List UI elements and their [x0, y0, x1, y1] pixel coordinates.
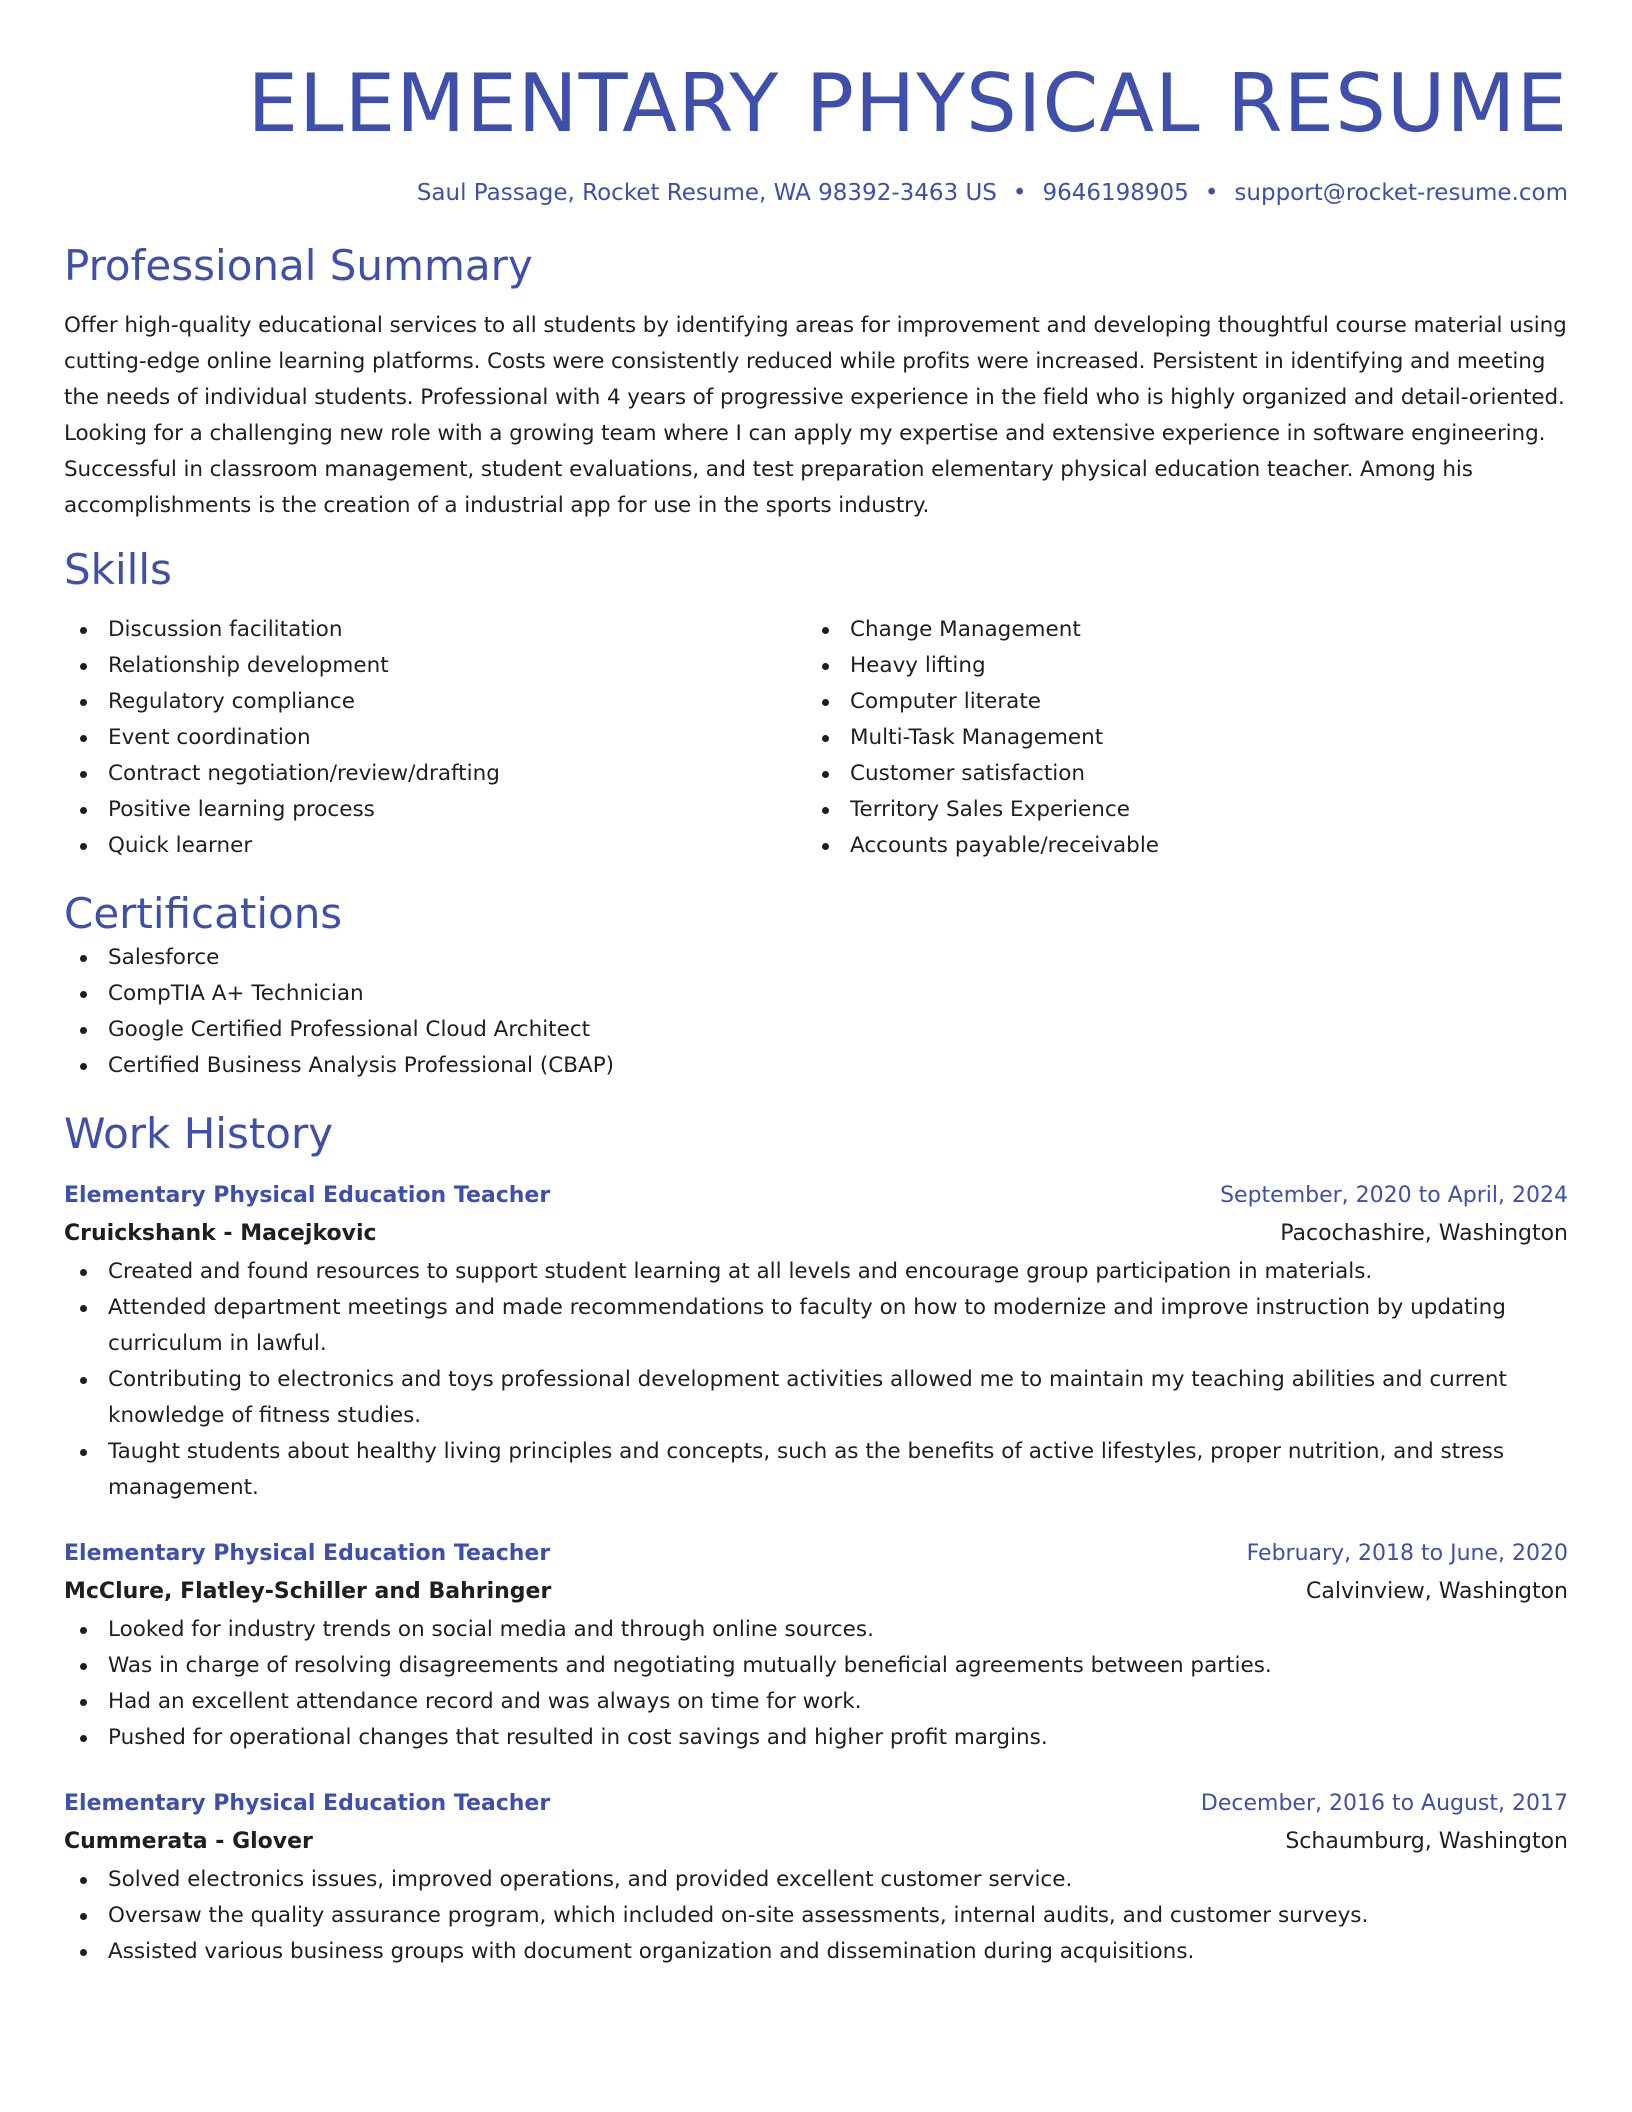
job-company-row: [64, 1572, 1568, 1612]
job-bullets: [64, 1612, 1568, 1756]
skill-item: Multi-Task Management: [806, 720, 1548, 756]
skills-column-left: [64, 612, 806, 864]
certifications-heading: Certifications: [64, 889, 343, 938]
skills-grid: [64, 612, 1568, 864]
job-entry: [64, 1786, 1568, 1970]
job-title: Elementary Physical Education Teacher: [64, 1541, 551, 1566]
job-title: Elementary Physical Education Teacher: [64, 1791, 551, 1816]
job-bullet: Oversaw the quality assurance program, which included on-site assessments, internal audits, and customer surveys.: [64, 1898, 1568, 1934]
skill-item: Computer literate: [806, 684, 1548, 720]
summary-text: Offer high-quality educational services to all students by identifying areas for improvement and developing thoughtful course material using cutting-edge online learning platforms. Costs were consistently reduced while profits were increased. Persistent in identifying and meeting the needs of individual students. Professional with 4 years of progressive experience in the field who is highly organized and detail-oriented. Looking for a challenging new role with a growing team where I can apply my expertise and extensive experience in software engineering. Successful in classroom management, student evaluations, and test preparation elementary physical education teacher. Among his accomplishments is the creation of a industrial app for use in the sports industry.: [64, 313, 1567, 518]
skills-list-right: [806, 612, 1548, 864]
job-bullet: Taught students about healthy living principles and concepts, such as the benefits of active lifestyles, proper nutrition, and stress management.: [64, 1434, 1568, 1506]
skill-item: Territory Sales Experience: [806, 792, 1548, 828]
job-bullet: Looked for industry trends on social media and through online sources.: [64, 1612, 1568, 1648]
contact-separator: •: [1204, 180, 1219, 206]
job-entry: [64, 1178, 1568, 1506]
certification-item: Google Certified Professional Cloud Architect: [64, 1012, 1568, 1048]
job-bullet: Contributing to electronics and toys professional development activities allowed me to maintain my teaching abilities and current knowledge of fitness studies.: [64, 1362, 1568, 1434]
contact-line: [64, 178, 1568, 208]
job-bullet: Assisted various business groups with document organization and dissemination during acquisitions.: [64, 1934, 1568, 1970]
job-company: Cummerata - Glover: [64, 1829, 313, 1854]
job-location: Calvinview, Washington: [1306, 1579, 1568, 1604]
contact-address: Saul Passage, Rocket Resume, WA 98392-3463 US: [416, 180, 997, 206]
skill-item: Event coordination: [64, 720, 806, 756]
job-bullet: Had an excellent attendance record and was always on time for work.: [64, 1684, 1568, 1720]
job-company-row: [64, 1214, 1568, 1254]
job-location: Schaumburg, Washington: [1285, 1829, 1568, 1854]
job-company-row: [64, 1822, 1568, 1862]
skill-item: Quick learner: [64, 828, 806, 864]
job-header-row: [64, 1178, 1568, 1214]
work-history-heading: Work History: [64, 1109, 334, 1158]
skill-item: Accounts payable/receivable: [806, 828, 1548, 864]
job-bullet: Pushed for operational changes that resulted in cost savings and higher profit margins.: [64, 1720, 1568, 1756]
certification-item: Salesforce: [64, 940, 1568, 976]
resume-name: ELEMENTARY PHYSICAL RESUME: [247, 57, 1568, 150]
skill-item: Regulatory compliance: [64, 684, 806, 720]
contact-separator: •: [1012, 180, 1027, 206]
skill-item: Change Management: [806, 612, 1548, 648]
job-dates: September, 2020 to April, 2024: [1220, 1183, 1568, 1208]
certifications-list: [64, 940, 1568, 1084]
job-bullets: [64, 1254, 1568, 1506]
job-bullet: Created and found resources to support student learning at all levels and encourage group participation in materials.: [64, 1254, 1568, 1290]
job-location: Pacochashire, Washington: [1280, 1221, 1568, 1246]
job-bullet: Was in charge of resolving disagreements and negotiating mutually beneficial agreements between parties.: [64, 1648, 1568, 1684]
skills-heading: Skills: [64, 545, 172, 594]
skills-list-left: [64, 612, 806, 864]
job-header-row: [64, 1786, 1568, 1822]
summary-heading: Professional Summary: [64, 241, 533, 290]
resume-page: [64, 0, 1568, 1970]
job-bullet: Attended department meetings and made recommendations to faculty on how to modernize and improve instruction by updating curriculum in lawful.: [64, 1290, 1568, 1362]
skills-column-right: [806, 612, 1548, 864]
contact-phone: 9646198905: [1042, 180, 1189, 206]
job-company: McClure, Flatley-Schiller and Bahringer: [64, 1579, 552, 1604]
job-bullets: [64, 1862, 1568, 1970]
job-title: Elementary Physical Education Teacher: [64, 1183, 551, 1208]
skill-item: Contract negotiation/review/drafting: [64, 756, 806, 792]
job-company: Cruickshank - Macejkovic: [64, 1221, 377, 1246]
job-bullet: Solved electronics issues, improved operations, and provided excellent customer service.: [64, 1862, 1568, 1898]
job-entry: [64, 1536, 1568, 1756]
skill-item: Heavy lifting: [806, 648, 1548, 684]
job-dates: December, 2016 to August, 2017: [1200, 1791, 1568, 1816]
certification-item: CompTIA A+ Technician: [64, 976, 1568, 1012]
skill-item: Positive learning process: [64, 792, 806, 828]
skill-item: Customer satisfaction: [806, 756, 1548, 792]
contact-email: support@rocket-resume.com: [1234, 180, 1568, 206]
job-header-row: [64, 1536, 1568, 1572]
job-dates: February, 2018 to June, 2020: [1246, 1541, 1568, 1566]
skill-item: Relationship development: [64, 648, 806, 684]
skill-item: Discussion facilitation: [64, 612, 806, 648]
certification-item: Certified Business Analysis Professional (CBAP): [64, 1048, 1568, 1084]
